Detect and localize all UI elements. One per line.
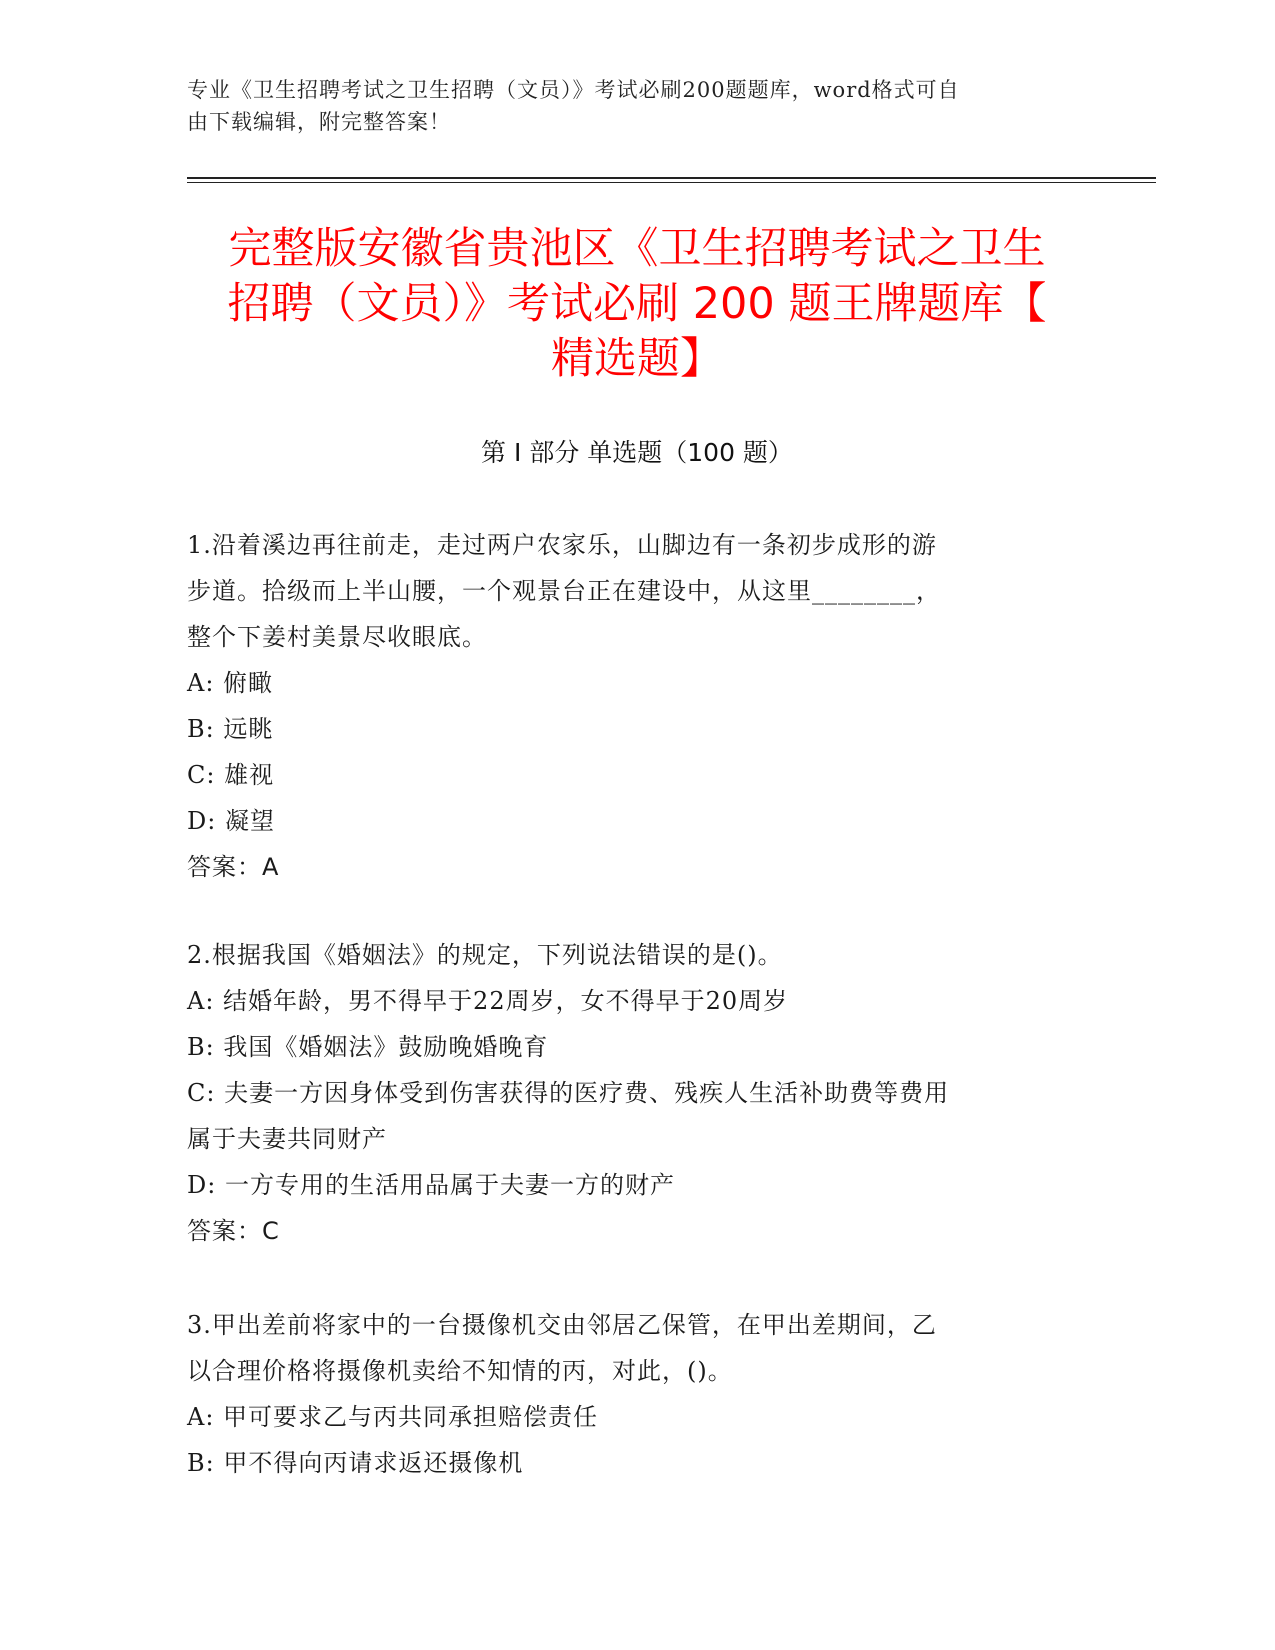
question-1 — [187, 522, 1067, 890]
intro-line: 专业《卫生招聘考试之卫生招聘（文员）》考试必刷200题题库，word格式可自 — [187, 78, 960, 102]
question-stem-line: 2.根据我国《婚姻法》的规定，下列说法错误的是()。 — [187, 941, 783, 969]
question-2 — [187, 932, 1067, 1254]
title-line: 精选题】 — [551, 334, 723, 384]
question-stem-line: 3.甲出差前将家中的一台摄像机交由邻居乙保管，在甲出差期间，乙 — [187, 1311, 937, 1339]
title-line: 招聘（文员）》考试必刷 200 题王牌题库【 — [227, 279, 1047, 329]
section-heading: 第 I 部分 单选题（100 题） — [481, 438, 793, 467]
option-c: C: 雄视 — [187, 761, 275, 789]
title-line: 完整版安徽省贵池区《卫生招聘考试之卫生 — [228, 224, 1046, 274]
answer: 答案：A — [187, 853, 280, 881]
question-stem-line: 1.沿着溪边再往前走，走过两户农家乐，山脚边有一条初步成形的游 — [187, 531, 937, 559]
question-3 — [187, 1302, 1067, 1486]
option-a: A: 结婚年龄，男不得早于22周岁，女不得早于20周岁 — [187, 987, 789, 1015]
intro-line: 由下载编辑，附完整答案！ — [187, 110, 451, 134]
option-d: D: 一方专用的生活用品属于夫妻一方的财产 — [187, 1171, 675, 1199]
question-stem-line: 步道。拾级而上半山腰，一个观景台正在建设中，从这里________， — [187, 577, 941, 605]
option-b: B: 我国《婚姻法》鼓励晚婚晚育 — [187, 1033, 549, 1061]
document-title — [187, 222, 1087, 387]
option-a: A: 甲可要求乙与丙共同承担赔偿责任 — [187, 1403, 599, 1431]
header-divider-thick — [187, 177, 1156, 179]
option-b: B: 远眺 — [187, 715, 274, 743]
option-c: C: 夫妻一方因身体受到伤害获得的医疗费、残疾人生活补助费等费用 — [187, 1079, 950, 1107]
option-d: D: 凝望 — [187, 807, 275, 835]
question-stem-line: 以合理价格将摄像机卖给不知情的丙，对此，()。 — [187, 1357, 733, 1385]
option-b: B: 甲不得向丙请求返还摄像机 — [187, 1449, 524, 1477]
question-stem-line: 整个下姜村美景尽收眼底。 — [187, 623, 487, 651]
option-a: A: 俯瞰 — [187, 669, 274, 697]
intro-text — [187, 74, 1067, 138]
option-c-continued: 属于夫妻共同财产 — [187, 1125, 387, 1153]
header-divider-thin — [187, 182, 1156, 183]
answer: 答案：C — [187, 1217, 280, 1245]
